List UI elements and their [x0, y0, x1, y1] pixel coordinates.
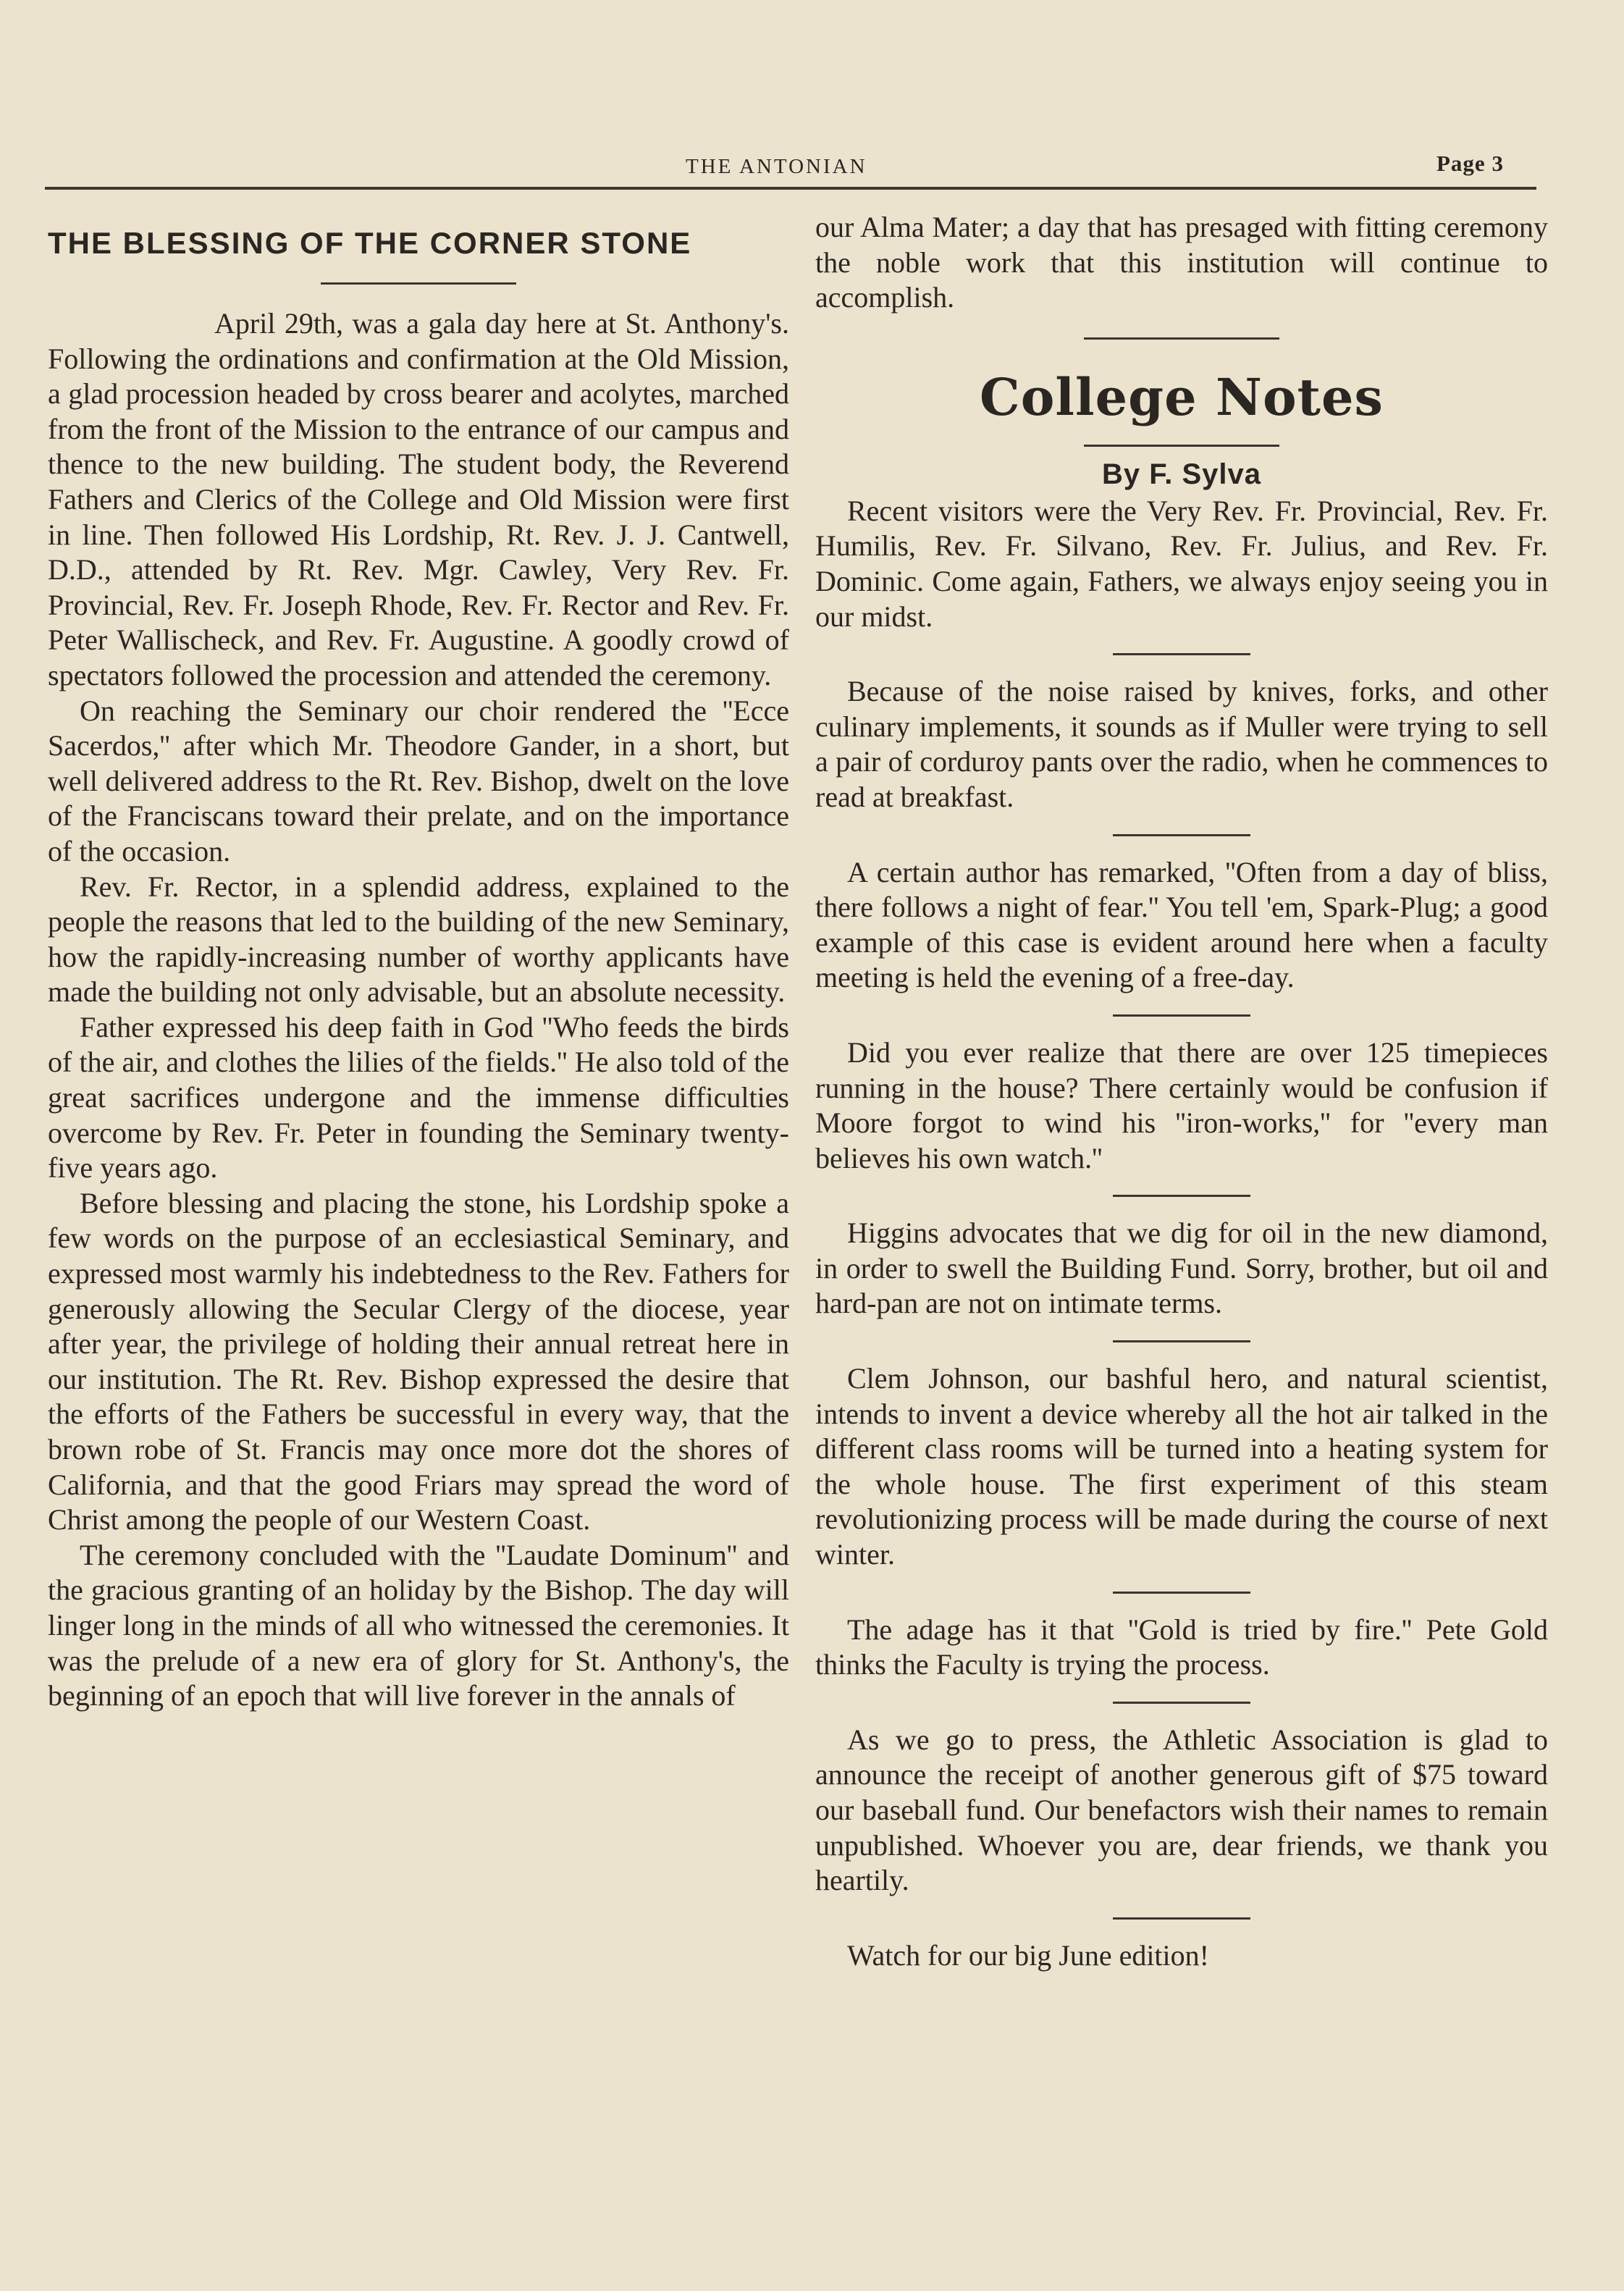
note-item: As we go to press, the Athletic Association is glad to announce the receipt of another generous gift of $75 toward our baseball fund. Our benefactors wish their names to remain unpublished. Whoever you are, dear friends, we thank you heartily. [815, 1723, 1548, 1897]
article-paragraph: Father expressed his deep faith in God ''Who feeds the birds of the air, and clothes the lilies of the fields.'' He also told of the great sacrifices undergone and the immense difficulties overcome by Rev. Fr. Peter in founding the Seminary twenty-five years ago. [48, 1010, 789, 1185]
college-notes-title: College Notes [980, 366, 1384, 427]
article-paragraph: Rev. Fr. Rector, in a splendid address, explained to the people the reasons that led to the building of the new Seminary, how the rapidly-increasing number of worthy applicants have made the building not only advisable, but an absolute necessity. [48, 870, 789, 1009]
left-column [48, 210, 789, 1714]
note-divider [1113, 1702, 1250, 1704]
note-divider [1113, 653, 1250, 655]
article-continuation: our Alma Mater; a day that has presaged with fitting ceremony the noble work that this institution will continue to accomplish. [815, 211, 1548, 314]
note-item: Recent visitors were the Very Rev. Fr. Provincial, Rev. Fr. Humilis, Rev. Fr. Silvano, Rev. Fr. Julius, and Rev. Fr. Dominic. Come again, Fathers, we always enjoy seeing you in our midst. [815, 494, 1548, 633]
note-item: The adage has it that ''Gold is tried by fire.'' Pete Gold thinks the Faculty is trying the process. [815, 1613, 1548, 1681]
note-divider [1113, 1592, 1250, 1594]
title-divider [321, 282, 516, 285]
note-divider [1113, 1917, 1250, 1920]
article-paragraph: The ceremony concluded with the ''Laudate Dominum'' and the gracious granting of an holiday by the Bishop. The day will linger long in the minds of all who witnessed the ceremonies. It was the prelude of a new era of glory for St. Anthony's, the beginning of an epoch that will live forever in the annals of [48, 1538, 789, 1712]
section-divider [1084, 337, 1279, 340]
note-divider [1113, 834, 1250, 836]
note-item: Clem Johnson, our bashful hero, and natural scientist, intends to invent a device whereby all the hot air talked in the different class rooms will be turned into a heating system for the whole house. The first experiment of this steam revolutionizing process will be made during the course of next winter. [815, 1362, 1548, 1571]
page-header [45, 149, 1536, 190]
page-number: Page 3 [1436, 151, 1504, 176]
running-title: THE ANTONIAN [686, 155, 867, 178]
article-paragraph: April 29th, was a gala day here at St. Anthony's. Following the ordinations and confirmation at the Old Mission, a glad procession headed by cross bearer and acolytes, marched from the front of the Mission to the entrance of our campus and thence to the new building. The student body, the Reverend Fathers and Clerics of the College and Old Mission were first in line. Then followed His Lordship, Rt. Rev. J. J. Cantwell, D.D., attended by Rt. Rev. Mgr. Cawley, Very Rev. Fr. Provincial, Rev. Fr. Joseph Rhode, Rev. Fr. Rector and Rev. Fr. Peter Wallischeck, and Rev. Fr. Augustine. A goodly crowd of spectators followed the procession and attended the ceremony. [48, 307, 789, 691]
note-item: Because of the noise raised by knives, forks, and other culinary implements, it sounds as if Muller were trying to sell a pair of corduroy pants over the radio, when he commences to read at breakfast. [815, 675, 1548, 813]
note-divider [1113, 1340, 1250, 1342]
article-paragraph: Before blessing and placing the stone, his Lordship spoke a few words on the purpose of an ecclesiastical Seminary, and expressed most warmly his indebtedness to the Rev. Fathers for generously allowing the Secular Clergy of the diocese, year after year, the privilege of holding their annual retreat here in our institution. The Rt. Rev. Bishop expressed the desire that the efforts of the Fathers be successful in every way, that the brown robe of St. Francis may once more dot the shores of California, and that the good Friars may spread the word of Christ among the people of our Western Coast. [48, 1186, 789, 1537]
note-item: Watch for our big June edition! [847, 1938, 1209, 1972]
note-divider [1113, 1014, 1250, 1017]
header-rule [45, 187, 1536, 190]
note-item: Higgins advocates that we dig for oil in the new diamond, in order to swell the Building Fund. Sorry, brother, but oil and hard-pan are not on intimate terms. [815, 1216, 1548, 1320]
article-title: THE BLESSING OF THE CORNER STONE [48, 226, 692, 260]
byline: By F. Sylva [1101, 458, 1261, 490]
note-divider [1113, 1195, 1250, 1197]
article-paragraph: On reaching the Seminary our choir rendered the ''Ecce Sacerdos,'' after which Mr. Theodore Gander, in a short, but well delivered address to the Rt. Rev. Bishop, dwelt on the love of the Franciscans toward their prelate, and on the importance of the occasion. [48, 694, 789, 867]
section-divider [1084, 445, 1279, 447]
right-column [815, 210, 1548, 1973]
note-item: Did you ever realize that there are over 125 timepieces running in the house? There certainly would be confusion if Moore forgot to wind his ''iron-works,'' for ''every man believes his own watch.'' [815, 1035, 1548, 1174]
note-item: A certain author has remarked, ''Often from a day of bliss, there follows a night of fear.'' You tell 'em, Spark-Plug; a good example of this case is evident around here when a faculty meeting is held the evening of a free-day. [815, 855, 1548, 994]
